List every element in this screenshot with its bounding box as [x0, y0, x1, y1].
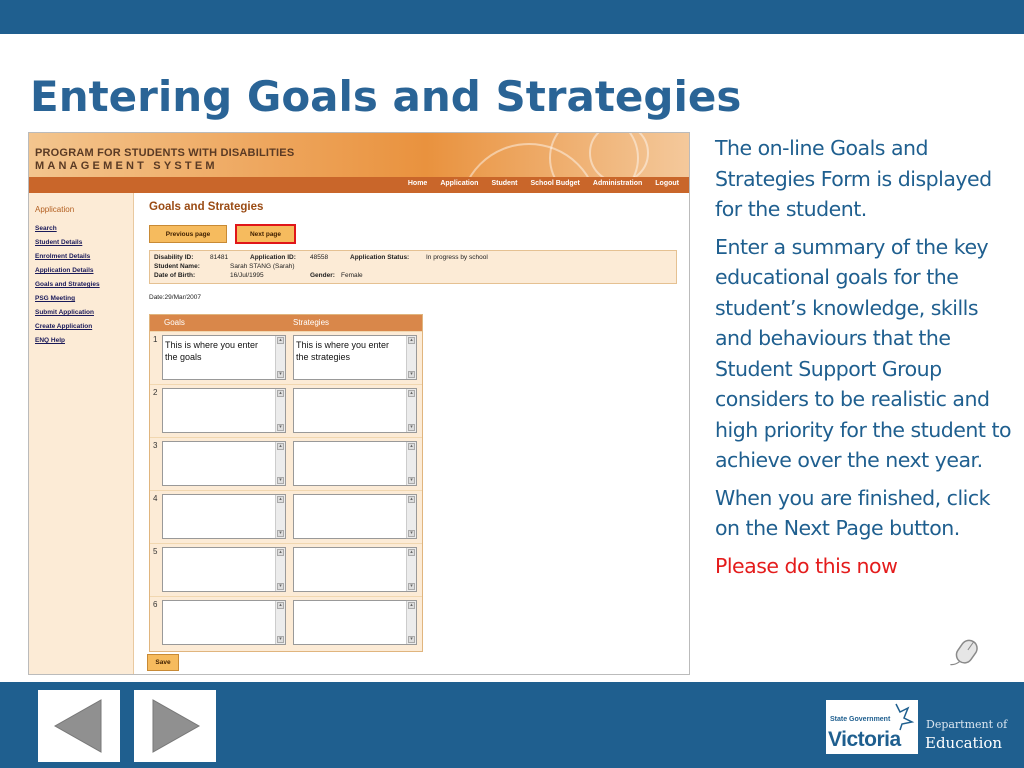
scroll-down-icon[interactable]: ▾: [408, 583, 415, 590]
scroll-down-icon[interactable]: ▾: [277, 530, 284, 537]
row-number: 1: [153, 335, 158, 344]
scrollbar[interactable]: [275, 495, 285, 538]
previous-page-button[interactable]: Previous page: [149, 225, 227, 243]
scrollbar[interactable]: [275, 389, 285, 432]
next-slide-button[interactable]: [134, 690, 216, 762]
disability-id-label: Disability ID:: [154, 254, 194, 261]
scroll-down-icon[interactable]: ▾: [277, 371, 284, 378]
left-triangle-icon: [51, 698, 107, 754]
mouse-icon: [946, 632, 988, 674]
sidebar-item-search[interactable]: Search: [35, 225, 57, 232]
strategies-textarea[interactable]: [293, 494, 417, 539]
sidebar-item-submit-application[interactable]: Submit Application: [35, 309, 94, 316]
scrollbar[interactable]: [275, 548, 285, 591]
scroll-down-icon[interactable]: ▾: [277, 583, 284, 590]
strategies-text: This is where you enter the strategies: [296, 340, 390, 362]
gender-label: Gender:: [310, 272, 335, 279]
table-row: [150, 384, 422, 436]
row-number: 4: [153, 494, 158, 503]
scroll-up-icon[interactable]: ▴: [408, 337, 415, 344]
strategies-textarea[interactable]: [293, 547, 417, 592]
table-row: [150, 543, 422, 595]
scroll-down-icon[interactable]: ▾: [408, 371, 415, 378]
scroll-up-icon[interactable]: ▴: [408, 443, 415, 450]
logo-victoria: Victoria: [828, 728, 901, 751]
application-id-value: 48558: [310, 254, 329, 261]
nav-school-budget[interactable]: School Budget: [530, 180, 580, 187]
goals-textarea[interactable]: [162, 547, 286, 592]
app-logo-line2: MANAGEMENT SYSTEM: [35, 160, 218, 172]
scroll-up-icon[interactable]: ▴: [408, 390, 415, 397]
scrollbar[interactable]: [406, 495, 416, 538]
scroll-up-icon[interactable]: ▴: [277, 390, 284, 397]
sidebar-item-enq-help[interactable]: ENQ Help: [35, 337, 65, 344]
sidebar-item-application-details[interactable]: Application Details: [35, 267, 94, 274]
disability-id-value: 81481: [210, 254, 229, 261]
table-row: [150, 437, 422, 489]
dob-label: Date of Birth:: [154, 272, 196, 279]
app-banner: [29, 133, 690, 177]
app-logo-line1: PROGRAM FOR STUDENTS WITH DISABILITIES: [35, 147, 295, 159]
scrollbar[interactable]: [406, 389, 416, 432]
goals-textarea[interactable]: [162, 600, 286, 645]
scroll-down-icon[interactable]: ▾: [408, 530, 415, 537]
goals-strategies-table: [149, 314, 423, 652]
nav-logout[interactable]: Logout: [655, 180, 679, 187]
scrollbar[interactable]: [406, 442, 416, 485]
scrollbar[interactable]: [275, 442, 285, 485]
dob-value: 16/Jul/1995: [230, 272, 264, 279]
sidebar-item-goals-strategies[interactable]: Goals and Strategies: [35, 281, 100, 288]
scrollbar[interactable]: [406, 548, 416, 591]
scroll-up-icon[interactable]: ▴: [277, 496, 284, 503]
scroll-down-icon[interactable]: ▾: [408, 424, 415, 431]
gender-value: Female: [341, 272, 363, 279]
sidebar-item-psg-meeting[interactable]: PSG Meeting: [35, 295, 76, 302]
scroll-up-icon[interactable]: ▴: [277, 549, 284, 556]
callout-text: Please do this now: [715, 553, 898, 578]
status-value: In progress by school: [426, 254, 488, 261]
app-screenshot: [28, 132, 690, 675]
application-id-label: Application ID:: [250, 254, 296, 261]
scroll-down-icon[interactable]: ▾: [277, 636, 284, 643]
previous-slide-button[interactable]: [38, 690, 120, 762]
goals-text: This is where you enter the goals: [165, 340, 259, 362]
instruction-paragraph-1: The on-line Goals and Strategies Form is displayed for the student.: [715, 136, 992, 221]
slide-title: Entering Goals and Strategies: [30, 72, 742, 121]
scroll-up-icon[interactable]: ▴: [408, 549, 415, 556]
victoria-logo: [826, 700, 918, 754]
right-triangle-icon: [147, 698, 203, 754]
scroll-down-icon[interactable]: ▾: [408, 477, 415, 484]
scroll-up-icon[interactable]: ▴: [277, 602, 284, 609]
app-main: [135, 193, 690, 675]
goals-textarea[interactable]: [162, 388, 286, 433]
instruction-paragraph-2: Enter a summary of the key educational goals for the student’s knowledge, skills and behaviours that the Student Support Group considers to be realistic and high priority for the student to achieve over the next year.: [715, 234, 1012, 472]
scroll-up-icon[interactable]: ▴: [277, 443, 284, 450]
scrollbar[interactable]: [275, 336, 285, 379]
row-number: 3: [153, 441, 158, 450]
department-line-1: Department of: [926, 718, 1008, 731]
instructions: [715, 133, 1015, 588]
row-number: 2: [153, 388, 158, 397]
nav-home[interactable]: Home: [407, 180, 428, 187]
scroll-up-icon[interactable]: ▴: [277, 337, 284, 344]
scroll-down-icon[interactable]: ▾: [408, 636, 415, 643]
goals-textarea[interactable]: [162, 441, 286, 486]
scroll-up-icon[interactable]: ▴: [408, 602, 415, 609]
logo-state-government: State Government: [830, 716, 891, 723]
strategies-textarea[interactable]: [293, 388, 417, 433]
date-line: Date:29/Mar/2007: [149, 294, 202, 301]
table-row: [150, 490, 422, 542]
row-number: 5: [153, 547, 158, 556]
sidebar-item-enrolment-details[interactable]: Enrolment Details: [35, 253, 91, 260]
student-info-box: [149, 250, 677, 284]
strategies-textarea[interactable]: [293, 600, 417, 645]
goals-textarea[interactable]: [162, 494, 286, 539]
strategies-textarea[interactable]: [293, 335, 417, 380]
nav-administration[interactable]: Administration: [592, 180, 643, 187]
top-bar: [0, 0, 1024, 34]
department-line-2: Education: [925, 734, 1003, 752]
sidebar-heading: Application: [35, 205, 75, 214]
sidebar-item-create-application[interactable]: Create Application: [35, 323, 93, 330]
goals-column-header: Goals: [164, 318, 185, 327]
scrollbar[interactable]: [275, 601, 285, 644]
scroll-up-icon[interactable]: ▴: [408, 496, 415, 503]
table-row: [150, 596, 422, 648]
scroll-down-icon[interactable]: ▾: [277, 477, 284, 484]
status-label: Application Status:: [350, 254, 410, 261]
page-title: Goals and Strategies: [149, 201, 264, 213]
student-name-label: Student Name:: [154, 263, 200, 270]
table-row: [150, 331, 422, 383]
nav-application[interactable]: Application: [440, 180, 479, 187]
row-number: 6: [153, 600, 158, 609]
nav-student[interactable]: Student: [491, 180, 518, 187]
app-sidebar: [29, 193, 134, 675]
table-header: [150, 315, 422, 331]
app-nav-bar: [29, 177, 690, 193]
scrollbar[interactable]: [406, 336, 416, 379]
next-page-button[interactable]: Next page: [235, 224, 296, 244]
strategies-textarea[interactable]: [293, 441, 417, 486]
goals-textarea[interactable]: [162, 335, 286, 380]
save-button[interactable]: Save: [147, 654, 179, 671]
student-name-value: Sarah STANG (Sarah): [230, 263, 295, 270]
scrollbar[interactable]: [406, 601, 416, 644]
scroll-down-icon[interactable]: ▾: [277, 424, 284, 431]
strategies-column-header: Strategies: [293, 318, 330, 327]
sidebar-item-student-details[interactable]: Student Details: [35, 239, 83, 246]
instruction-paragraph-3: When you are finished, click on the Next Page button.: [715, 485, 990, 540]
